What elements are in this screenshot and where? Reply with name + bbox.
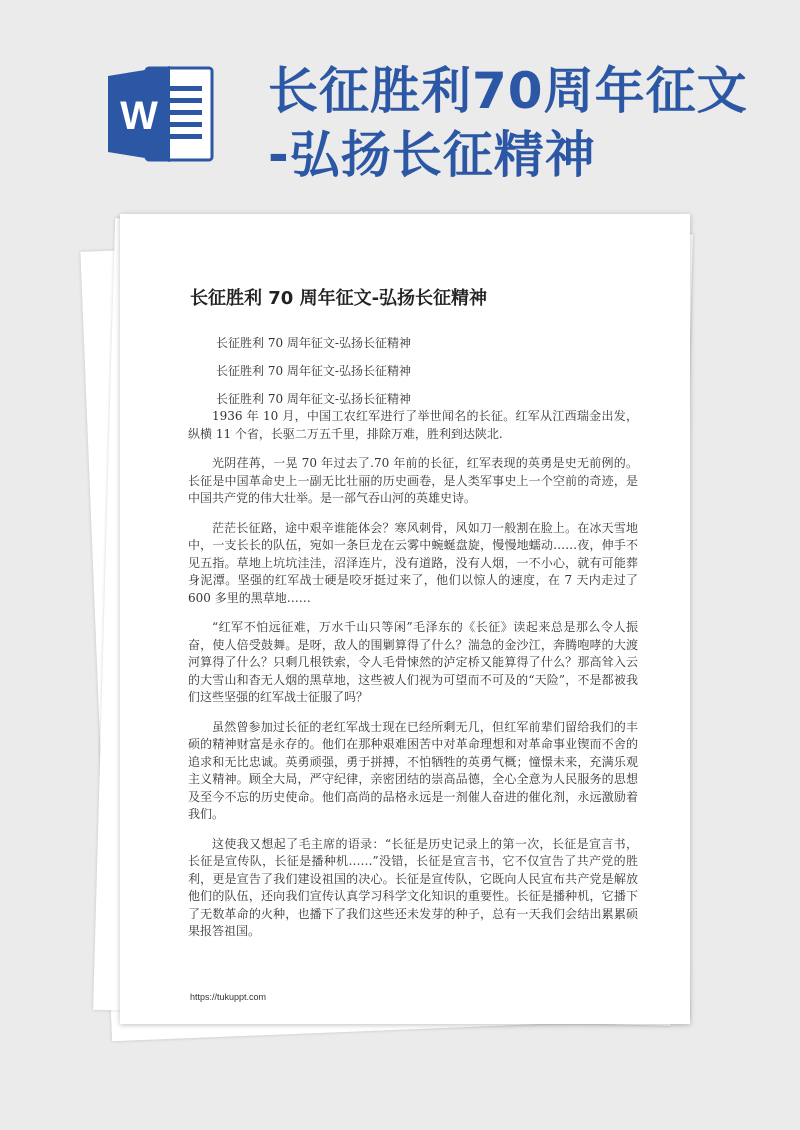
- svg-text:W: W: [120, 94, 158, 138]
- body-paragraph: “红军不怕远征难，万水千山只等闲”毛泽东的《长征》读起来总是那么令人振奋，使人倍受鼓舞。是呀，敌人的围剿算得了什么？湍急的金沙江，奔腾咆哮的大渡河算得了什么？只剩几根铁索，令人毛骨悚然的泸定桥又能算得了什么？那高耸入云的大雪山和杳无人烟的黑草地，这些被人们视为可望而不可及的“天险”，不是都被我们这些坚强的红军战士征服了吗？: [188, 620, 638, 704]
- body-paragraph: 这使我又想起了毛主席的语录：“长征是历史记录上的第一次，长征是宣言书，长征是宣传队，长征是播种机……”没错，长征是宣言书，它不仅宣告了共产党的胜利，更是宣告了我们建设祖国的决心。长征是宣传队，它既向人民宣布共产党是解放他们的队伍，还向我们宣传认真学习科学文化知识的重要性。长征是播种机，它播下了无数革命的火种，也播下了我们这些还未发芽的种子，总有一天我们会结出累累硕果报答祖国。: [188, 836, 638, 938]
- document-title: 长征胜利 70 周年征文-弘扬长征精神: [190, 288, 488, 309]
- page-title-line-2: -弘扬长征精神: [268, 126, 596, 184]
- document-body: [188, 408, 638, 953]
- body-paragraph: 虽然曾参加过长征的老红军战士现在已经所剩无几，但红军前辈们留给我们的丰硕的精神财富是永存的。他们在那种艰难困苦中对革命理想和对革命事业锲而不舍的追求和无比忠诚。英勇顽强，勇于拼搏，不怕牺牲的英勇气概；憧憬未来，充满乐观主义精神。顾全大局，严守纪律，亲密团结的崇高品德，全心全意为人民服务的思想及至今不忘的历史使命。他们高尚的品格永远是一剂催人奋进的催化剂，永远激励着我们。: [188, 719, 638, 821]
- body-paragraph: 茫茫长征路，途中艰辛谁能体会？寒风刺骨，风如刀一般割在脸上。在冰天雪地中，一支长长的队伍，宛如一条巨龙在云雾中蜿蜒盘旋，慢慢地蠕动……夜，伸手不见五指。草地上坑坑洼洼，沼泽连片，没有道路，没有人烟，一不小心，就有可能葬身泥潭。坚强的红军战士硬是咬牙挺过来了，他们以惊人的速度，在 7 天内走过了 600 多里的黑草地……: [188, 520, 638, 605]
- body-paragraph: 1936 年 10 月，中国工农红军进行了举世闻名的长征。红军从江西瑞金出发，纵横 11 个省，长驱二万五千里，排除万难，胜利到达陕北.: [188, 409, 638, 441]
- document-subtitle-line: 长征胜利 70 周年征文-弘扬长征精神: [216, 392, 411, 406]
- source-url: https://tukuppt.com: [190, 992, 267, 1002]
- page-title-line-1: 长征胜利70周年征文: [268, 62, 748, 120]
- document-subtitle-line: 长征胜利 70 周年征文-弘扬长征精神: [216, 336, 411, 350]
- word-logo-icon: [108, 64, 218, 164]
- body-paragraph: 光阴荏苒，一晃 70 年过去了.70 年前的长征，红军表现的英勇是史无前例的。长征是中国革命史上一副无比壮丽的历史画卷，是人类军事史上一个空前的奇迹，是中国共产党的伟大壮举。是一部气吞山河的英雄史诗。: [188, 456, 638, 505]
- document-page: [120, 214, 690, 1024]
- document-subtitle-line: 长征胜利 70 周年征文-弘扬长征精神: [216, 364, 411, 378]
